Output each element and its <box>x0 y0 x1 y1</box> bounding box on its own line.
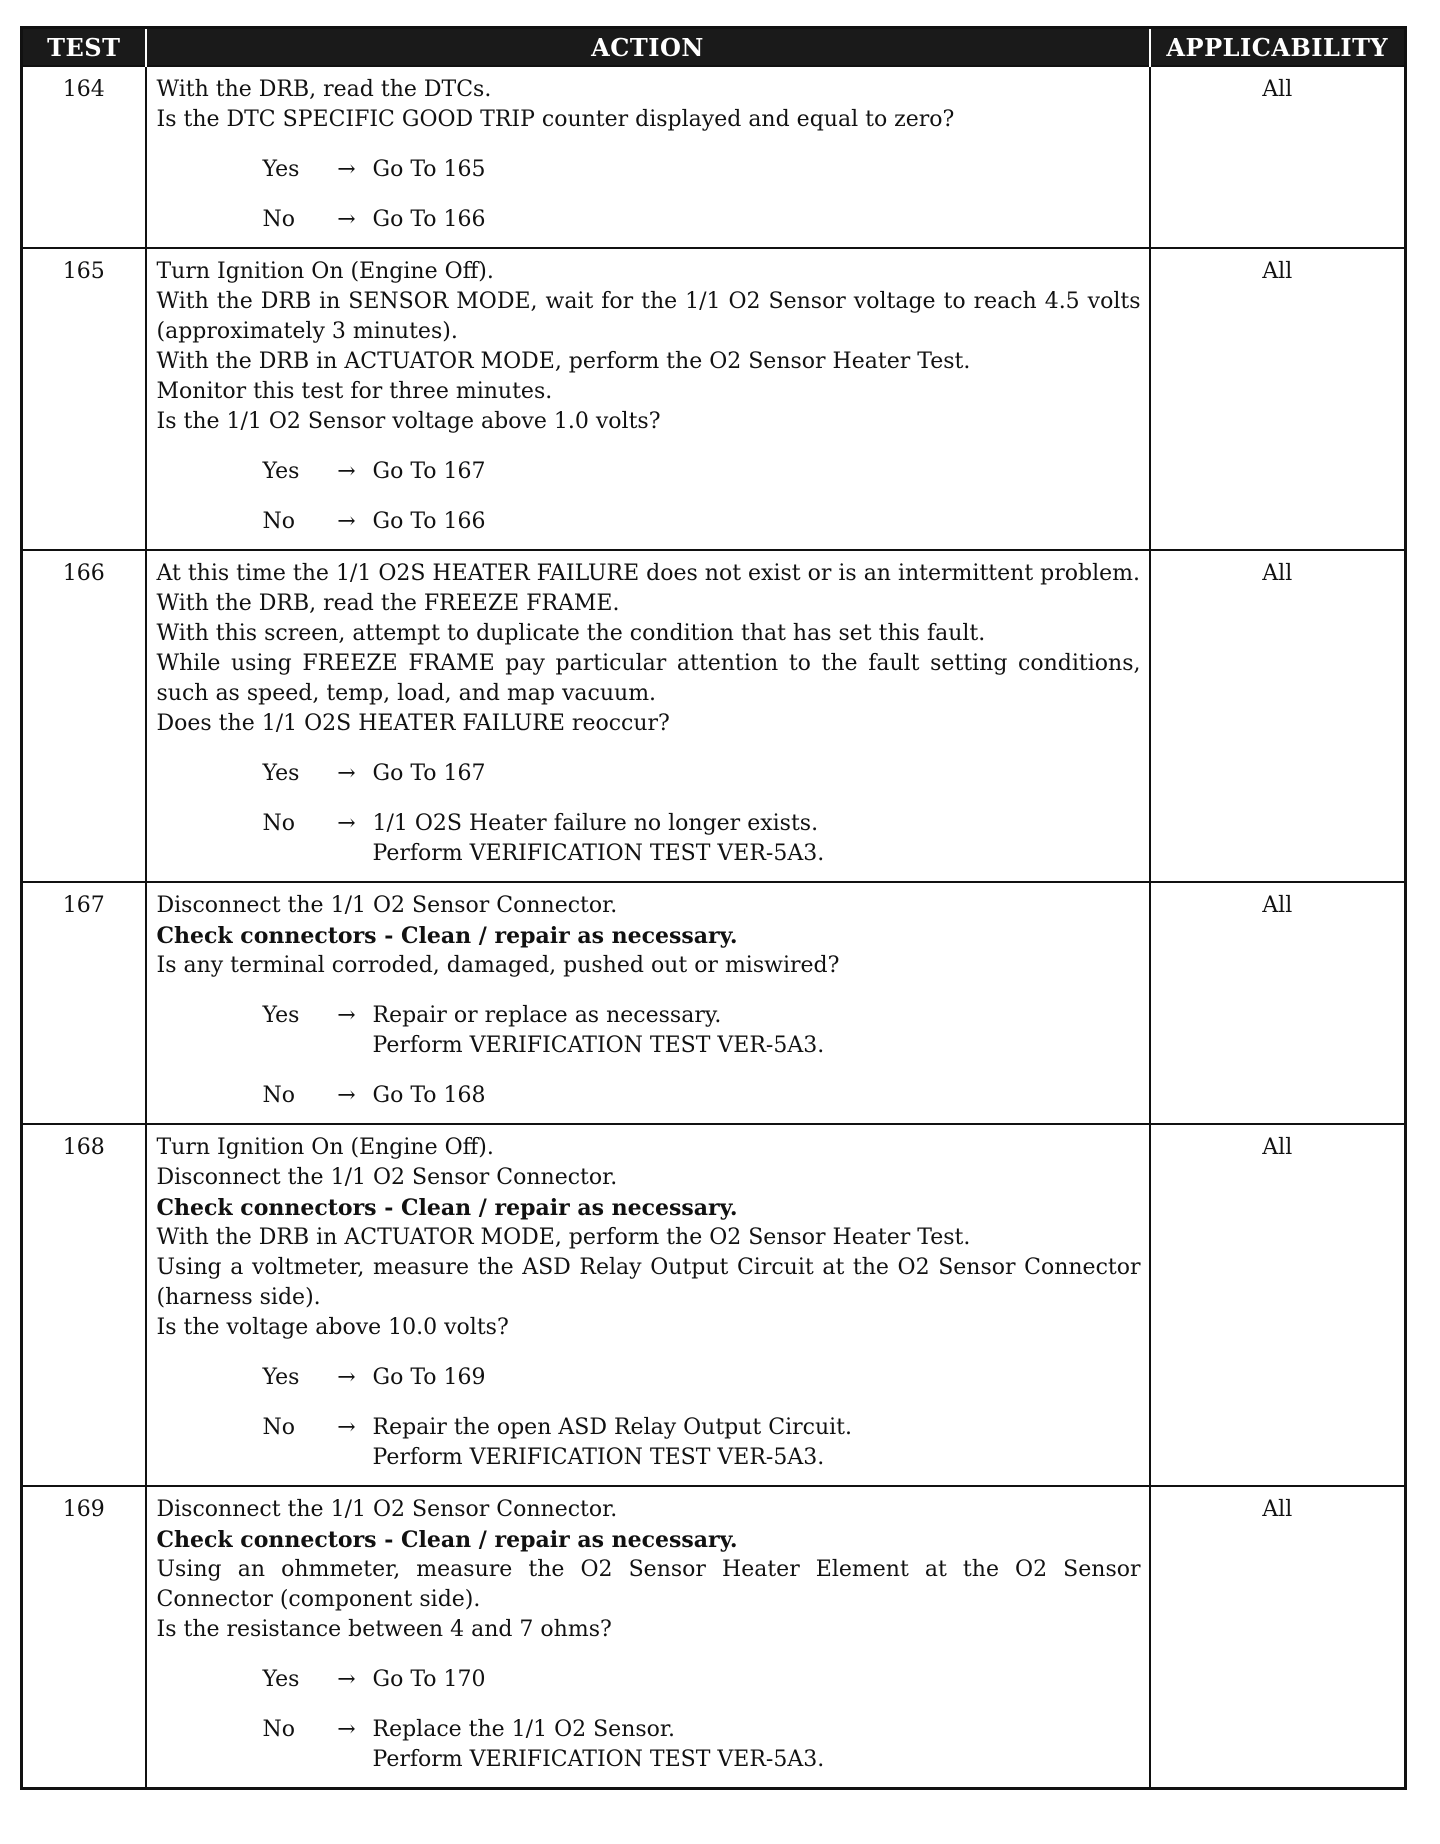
outcome-no <box>263 1715 1141 1775</box>
outcome-answer: No <box>262 1717 295 1742</box>
outcome-result-line: Go To 167 <box>372 459 486 484</box>
action-instruction: Monitor this test for three minutes. <box>156 379 553 404</box>
action-instruction: With the DRB in SENSOR MODE, wait for the 1/1 O2 Sensor voltage to reach 4.5 volts (approximately 3 minutes). <box>156 289 1141 344</box>
table-row <box>22 248 1406 550</box>
action-instruction: Is the voltage above 10.0 volts? <box>156 1315 509 1340</box>
action-instruction: Is any terminal corroded, damaged, pushed out or miswired? <box>156 953 840 978</box>
table-row <box>22 550 1406 882</box>
outcome-result-line: Go To 166 <box>372 509 486 534</box>
action-instruction: With the DRB, read the DTCs. <box>156 77 492 102</box>
outcome-no <box>263 507 1141 537</box>
table-header <box>22 28 1406 67</box>
outcome-answer: Yes <box>262 1003 300 1028</box>
outcome-yes <box>263 1363 1141 1393</box>
arrow-right-icon: → <box>337 761 356 786</box>
action-instruction: At this time the 1/1 O2S HEATER FAILURE does not exist or is an intermittent problem. <box>156 561 1140 586</box>
action-cell <box>146 248 1150 550</box>
outcome-result-line: Go To 168 <box>372 1083 486 1108</box>
outcome-result <box>373 457 1141 487</box>
action-instruction: Is the resistance between 4 and 7 ohms? <box>156 1617 612 1642</box>
outcome-result <box>373 1413 1141 1473</box>
test-number: 168 <box>22 1124 146 1486</box>
test-number: 167 <box>22 882 146 1124</box>
action-instruction-bold: Check connectors - Clean / repair as necessary. <box>156 1195 738 1221</box>
outcome-result-line: Replace the 1/1 O2 Sensor. <box>372 1717 675 1742</box>
action-instruction: Disconnect the 1/1 O2 Sensor Connector. <box>156 1497 618 1522</box>
outcome-result <box>373 809 1141 869</box>
outcome-answer: Yes <box>262 1365 300 1390</box>
outcome-result-line: Perform VERIFICATION TEST VER-5A3. <box>372 1747 825 1772</box>
outcome-answer: Yes <box>262 1667 300 1692</box>
arrow-right-icon: → <box>337 811 356 836</box>
outcome-no <box>263 1413 1141 1473</box>
action-instruction-bold: Check connectors - Clean / repair as necessary. <box>156 1527 738 1553</box>
outcome-answer: No <box>262 207 295 232</box>
outcome-result-line: Perform VERIFICATION TEST VER-5A3. <box>372 1033 825 1058</box>
diagnostic-test-page <box>20 26 1404 1790</box>
outcome-result <box>373 1081 1141 1111</box>
arrow-right-icon: → <box>337 509 356 534</box>
header-test: TEST <box>22 28 146 67</box>
action-instruction: Disconnect the 1/1 O2 Sensor Connector. <box>156 893 618 918</box>
arrow-right-icon: → <box>337 1717 356 1742</box>
arrow-right-icon: → <box>337 459 356 484</box>
outcome-result-line: Go To 169 <box>372 1365 486 1390</box>
test-number: 164 <box>22 66 146 248</box>
action-instruction: Is the DTC SPECIFIC GOOD TRIP counter displayed and equal to zero? <box>156 107 955 132</box>
outcome-no <box>263 809 1141 869</box>
action-instruction: With the DRB in ACTUATOR MODE, perform the O2 Sensor Heater Test. <box>156 1225 971 1250</box>
action-instruction: Turn Ignition On (Engine Off). <box>156 259 494 284</box>
outcome-result <box>373 1363 1141 1393</box>
action-cell <box>146 1486 1150 1789</box>
arrow-right-icon: → <box>337 207 356 232</box>
table-row <box>22 1486 1406 1789</box>
applicability-value: All <box>1150 1486 1406 1789</box>
action-cell <box>146 1124 1150 1486</box>
test-number: 165 <box>22 248 146 550</box>
outcome-answer: Yes <box>262 459 300 484</box>
outcome-result <box>373 205 1141 235</box>
outcome-answer: No <box>262 1083 295 1108</box>
header-action: ACTION <box>146 28 1150 67</box>
outcome-result <box>373 759 1141 789</box>
outcome-no <box>263 205 1141 235</box>
outcome-answer: No <box>262 509 295 534</box>
applicability-value: All <box>1150 550 1406 882</box>
diagnostic-test-table <box>20 26 1407 1790</box>
outcome-result-line: Perform VERIFICATION TEST VER-5A3. <box>372 1445 825 1470</box>
outcome-result <box>373 155 1141 185</box>
outcome-answer: No <box>262 1415 295 1440</box>
table-row <box>22 882 1406 1124</box>
test-number: 169 <box>22 1486 146 1789</box>
action-instruction: With the DRB, read the FREEZE FRAME. <box>156 591 620 616</box>
outcome-result-line: Go To 166 <box>372 207 486 232</box>
action-instruction-bold: Check connectors - Clean / repair as necessary. <box>156 923 738 949</box>
action-cell <box>146 66 1150 248</box>
outcome-result-line: Go To 167 <box>372 761 486 786</box>
action-instruction: Using an ohmmeter, measure the O2 Sensor Heater Element at the O2 Sensor Connector (component side). <box>156 1557 1141 1612</box>
action-instruction: While using FREEZE FRAME pay particular attention to the fault setting conditions, such as speed, temp, load, and map vacuum. <box>156 651 1141 706</box>
action-instruction: Is the 1/1 O2 Sensor voltage above 1.0 volts? <box>156 409 661 434</box>
test-number: 166 <box>22 550 146 882</box>
table-body <box>22 66 1406 1789</box>
action-cell <box>146 882 1150 1124</box>
outcome-result-line: Repair the open ASD Relay Output Circuit. <box>372 1415 852 1440</box>
applicability-value: All <box>1150 66 1406 248</box>
applicability-value: All <box>1150 1124 1406 1486</box>
outcome-yes <box>263 1665 1141 1695</box>
action-instruction: With the DRB in ACTUATOR MODE, perform the O2 Sensor Heater Test. <box>156 349 971 374</box>
arrow-right-icon: → <box>337 1365 356 1390</box>
outcome-no <box>263 1081 1141 1111</box>
outcome-result <box>373 507 1141 537</box>
outcome-result-line: Go To 170 <box>372 1667 486 1692</box>
arrow-right-icon: → <box>337 1667 356 1692</box>
outcome-yes <box>263 759 1141 789</box>
outcome-result-line: Repair or replace as necessary. <box>372 1003 722 1028</box>
outcome-yes <box>263 155 1141 185</box>
arrow-right-icon: → <box>337 157 356 182</box>
outcome-answer: Yes <box>262 761 300 786</box>
table-row <box>22 1124 1406 1486</box>
arrow-right-icon: → <box>337 1083 356 1108</box>
outcome-result <box>373 1715 1141 1775</box>
table-row <box>22 66 1406 248</box>
action-instruction: Does the 1/1 O2S HEATER FAILURE reoccur? <box>156 711 670 736</box>
arrow-right-icon: → <box>337 1003 356 1028</box>
arrow-right-icon: → <box>337 1415 356 1440</box>
applicability-value: All <box>1150 248 1406 550</box>
outcome-yes <box>263 1001 1141 1061</box>
header-applicability: APPLICABILITY <box>1150 28 1406 67</box>
outcome-answer: No <box>262 811 295 836</box>
outcome-answer: Yes <box>262 157 300 182</box>
outcome-result-line: Go To 165 <box>372 157 486 182</box>
outcome-result-line: 1/1 O2S Heater failure no longer exists. <box>372 811 819 836</box>
outcome-yes <box>263 457 1141 487</box>
outcome-result-line: Perform VERIFICATION TEST VER-5A3. <box>372 841 825 866</box>
action-instruction: Disconnect the 1/1 O2 Sensor Connector. <box>156 1165 618 1190</box>
outcome-result <box>373 1001 1141 1061</box>
action-cell <box>146 550 1150 882</box>
applicability-value: All <box>1150 882 1406 1124</box>
action-instruction: Using a voltmeter, measure the ASD Relay Output Circuit at the O2 Sensor Connector (harness side). <box>156 1255 1141 1310</box>
action-instruction: Turn Ignition On (Engine Off). <box>156 1135 494 1160</box>
action-instruction: With this screen, attempt to duplicate the condition that has set this fault. <box>156 621 986 646</box>
outcome-result <box>373 1665 1141 1695</box>
